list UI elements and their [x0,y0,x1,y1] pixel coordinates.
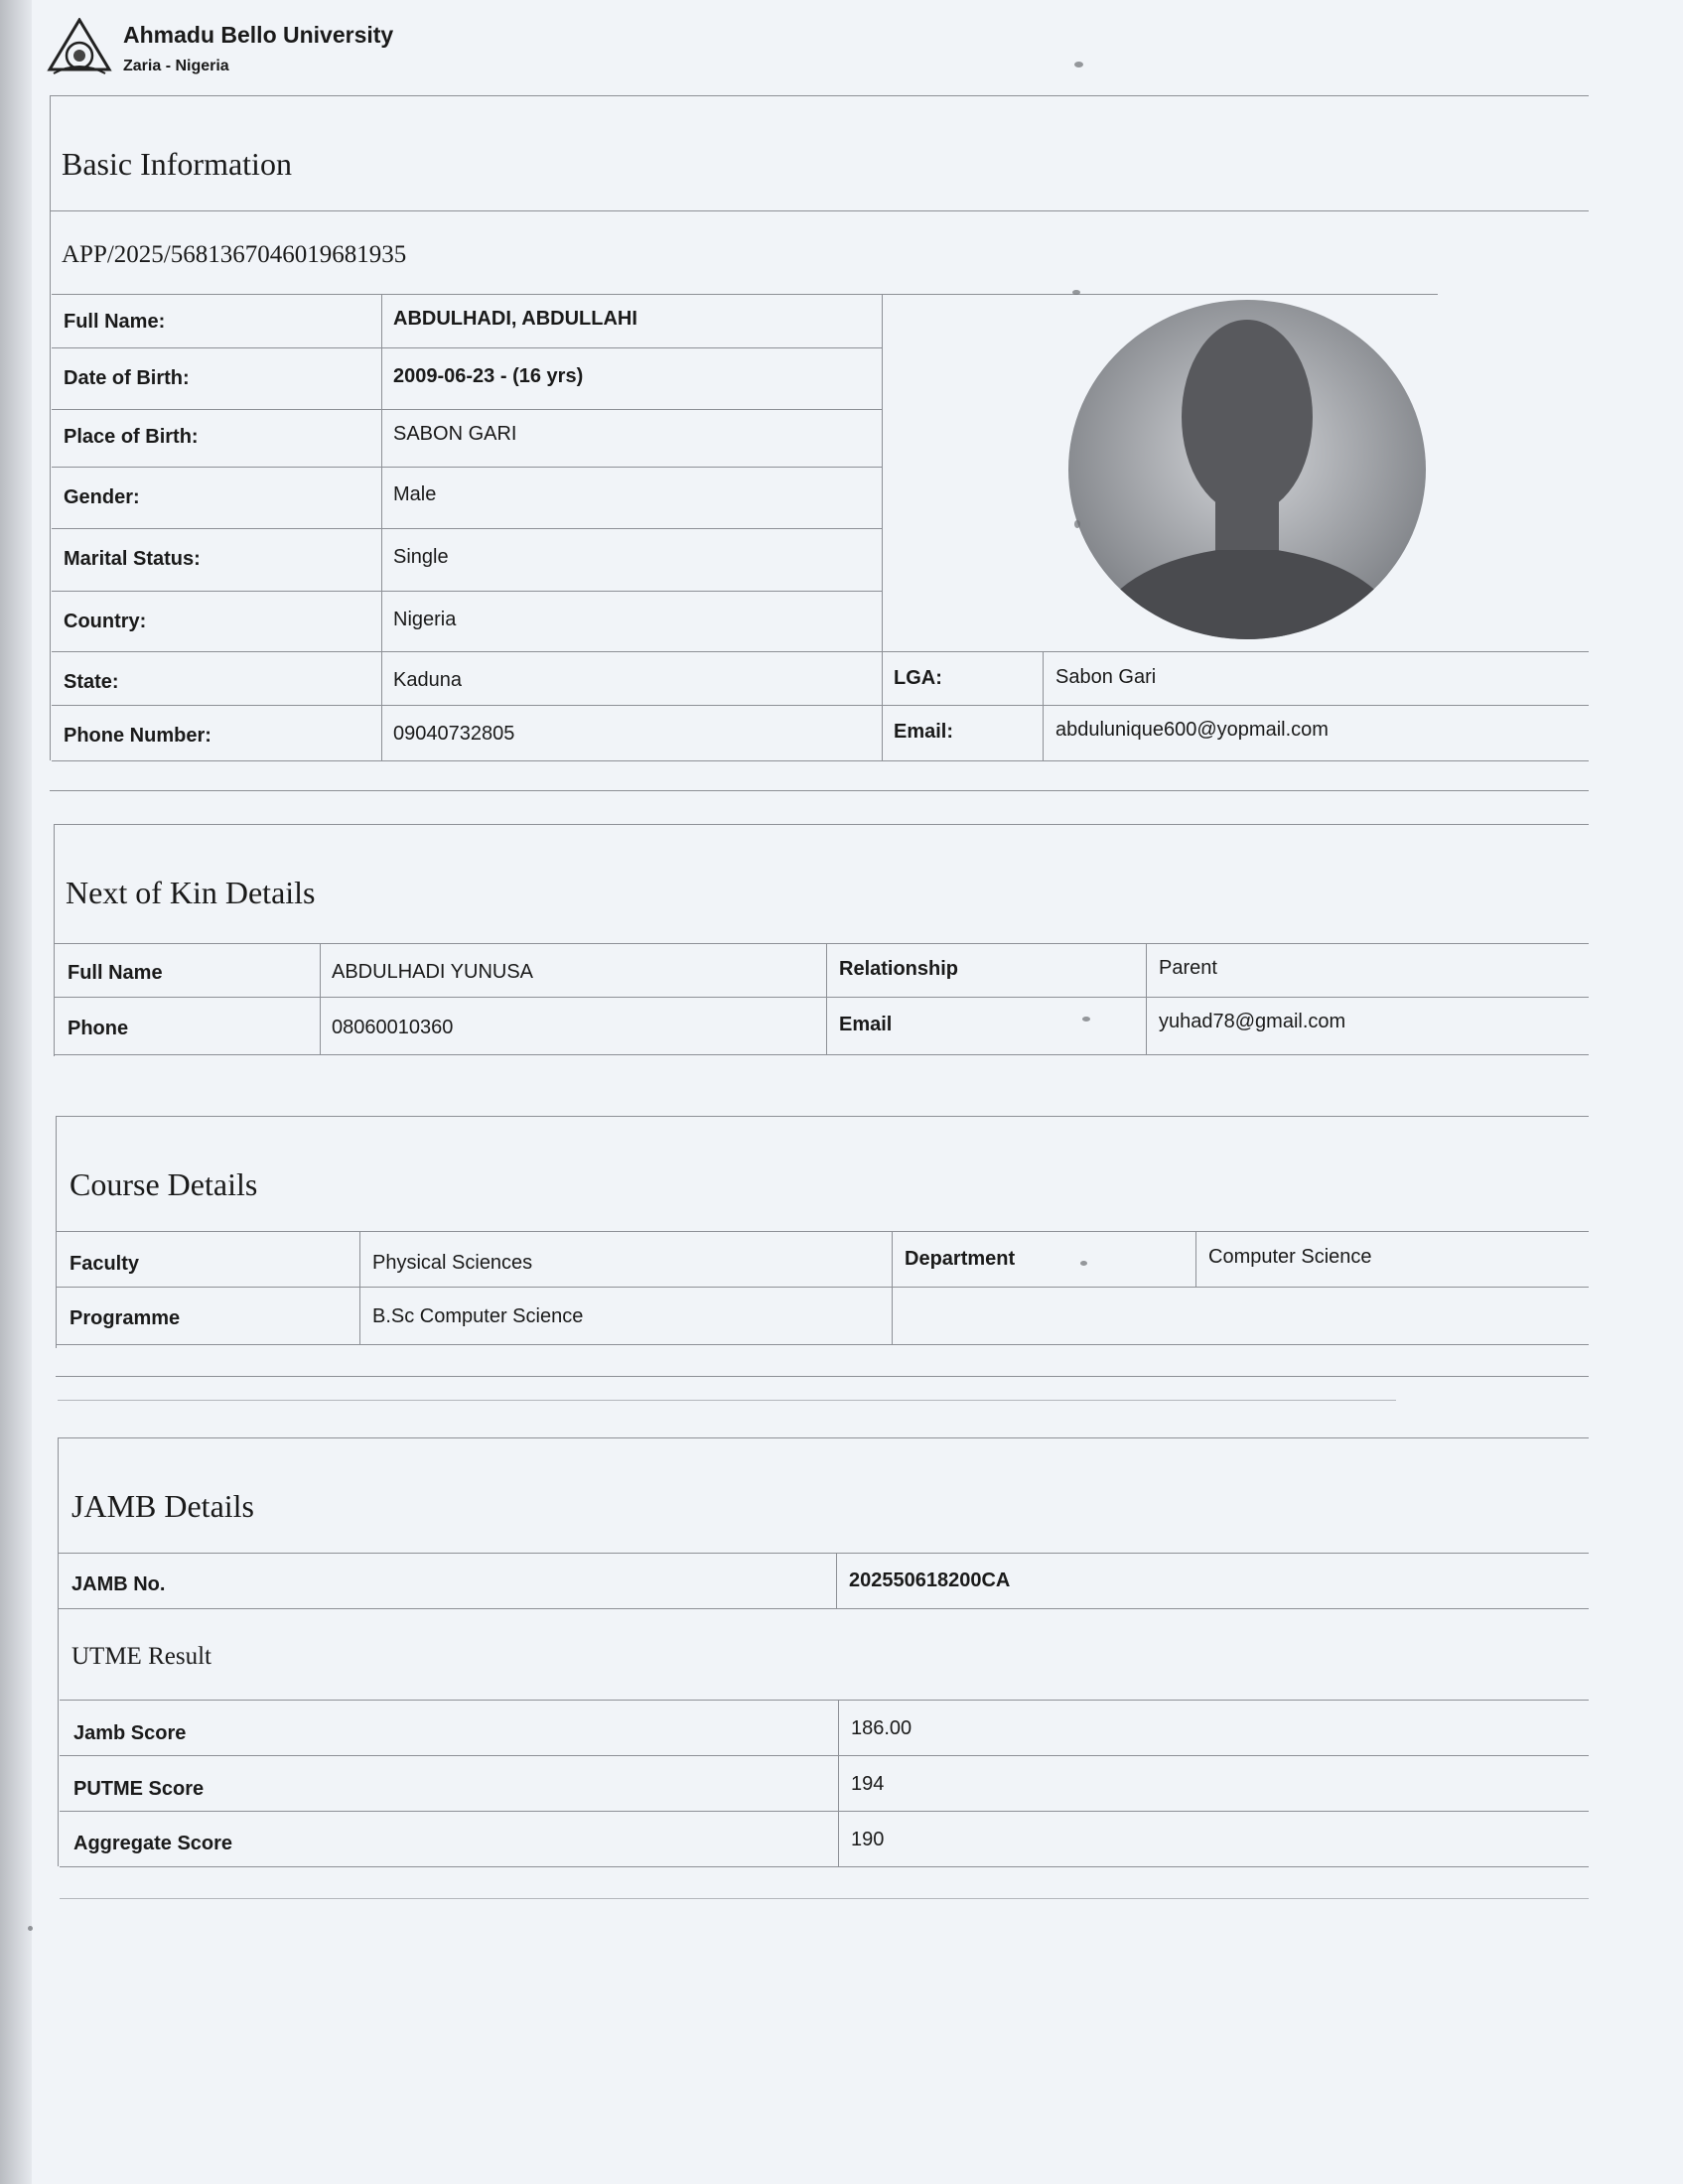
value-lga: Sabon Gari [1055,666,1157,688]
scan-speck [1080,1261,1087,1266]
value-place-of-birth: SABON GARI [393,423,517,445]
label-country: Country: [64,611,147,632]
label-department: Department [905,1248,1016,1270]
label-lga: LGA: [894,667,942,689]
avatar-placeholder-icon [1068,300,1426,639]
section-title: Next of Kin Details [66,875,316,910]
value-marital-status: Single [393,546,449,568]
value-putme-score: 194 [851,1773,885,1795]
label-date-of-birth: Date of Birth: [64,367,190,389]
section-title: Course Details [70,1166,258,1202]
label-programme: Programme [70,1307,181,1329]
scan-speck [1072,290,1080,295]
value-country: Nigeria [393,609,457,630]
value-kin-email: yuhad78@gmail.com [1159,1011,1346,1032]
label-marital-status: Marital Status: [64,548,201,570]
utme-result-title: UTME Result [71,1643,211,1670]
scan-speck [1074,520,1080,528]
label-full-name: Full Name: [64,311,166,333]
label-email: Email: [894,721,954,743]
value-department: Computer Science [1208,1246,1372,1268]
label-kin-full-name: Full Name [68,962,163,984]
value-kin-phone: 08060010360 [332,1017,454,1038]
label-jamb-score: Jamb Score [73,1722,187,1744]
value-date-of-birth: 2009-06-23 - (16 yrs) [393,365,584,387]
scan-speck [1082,1017,1090,1022]
value-phone-number: 09040732805 [393,723,515,745]
divider [50,95,1589,96]
label-relationship: Relationship [839,958,959,980]
section-title: JAMB Details [71,1488,254,1524]
label-jamb-no: JAMB No. [71,1573,166,1595]
scan-speck [1074,62,1083,68]
label-place-of-birth: Place of Birth: [64,426,199,448]
scan-speck [28,1926,33,1931]
value-faculty: Physical Sciences [372,1252,533,1274]
label-kin-email: Email [839,1014,893,1035]
value-jamb-no: 202550618200CA [849,1570,1011,1591]
value-relationship: Parent [1159,957,1217,979]
label-state: State: [64,671,119,693]
section-title: Basic Information [62,146,292,182]
label-putme-score: PUTME Score [73,1778,205,1800]
label-kin-phone: Phone [68,1018,129,1039]
university-name: Ahmadu Bello University [123,22,394,48]
value-full-name: ABDULHADI, ABDULLAHI [393,308,637,330]
value-gender: Male [393,483,437,505]
value-jamb-score: 186.00 [851,1717,912,1739]
university-crest-icon [46,18,113,75]
application-number: APP/2025/5681367046019681935 [62,241,407,268]
scan-shadow [0,0,32,2184]
value-aggregate-score: 190 [851,1829,885,1850]
value-email: abdulunique600@yopmail.com [1055,719,1329,741]
label-aggregate-score: Aggregate Score [73,1833,233,1854]
value-state: Kaduna [393,669,462,691]
university-location: Zaria - Nigeria [123,58,229,74]
label-phone-number: Phone Number: [64,725,211,747]
label-gender: Gender: [64,486,140,508]
value-kin-full-name: ABDULHADI YUNUSA [332,961,534,983]
value-programme: B.Sc Computer Science [372,1305,584,1327]
label-faculty: Faculty [70,1253,140,1275]
